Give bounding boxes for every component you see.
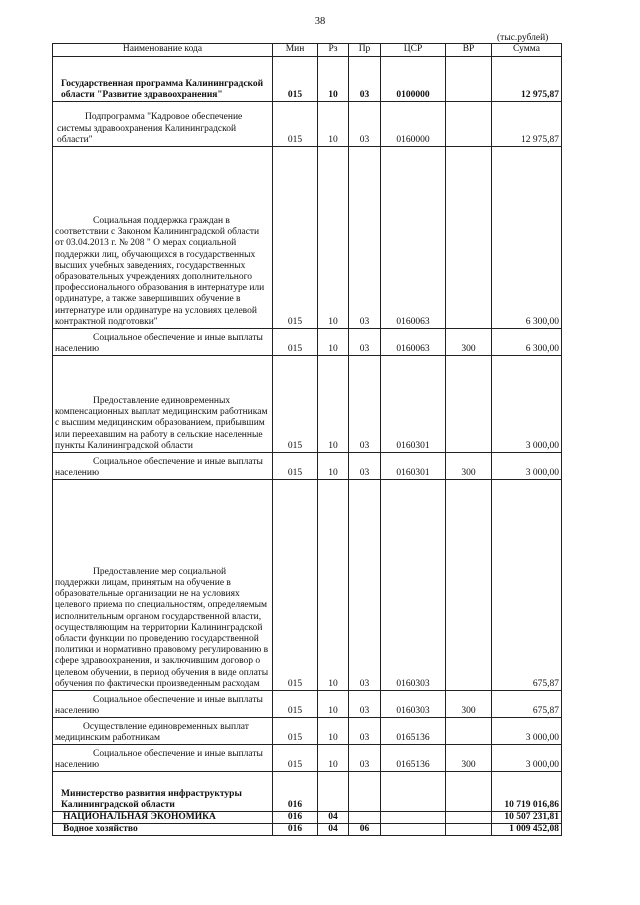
header-row bbox=[53, 44, 562, 57]
row-name: Водное хозяйство bbox=[53, 824, 273, 836]
row-vr bbox=[446, 102, 492, 147]
row-name: Государственная программа Калининградской области "Развитие здравоохранения" bbox=[53, 57, 273, 102]
row-pr bbox=[349, 772, 381, 812]
row-pr: 03 bbox=[349, 147, 381, 329]
row-vr bbox=[446, 718, 492, 745]
row-pr: 03 bbox=[349, 745, 381, 772]
row-csr: 0160063 bbox=[381, 329, 446, 356]
row-sum: 12 975,87 bbox=[492, 57, 562, 102]
row-pr: 03 bbox=[349, 329, 381, 356]
row-csr: 0160303 bbox=[381, 691, 446, 718]
row-min: 015 bbox=[273, 480, 318, 691]
row-vr bbox=[446, 57, 492, 102]
row-rz: 10 bbox=[318, 745, 349, 772]
table-row bbox=[53, 57, 562, 102]
budget-table bbox=[52, 43, 562, 836]
row-vr: 300 bbox=[446, 329, 492, 356]
row-rz: 04 bbox=[318, 824, 349, 836]
row-rz: 10 bbox=[318, 102, 349, 147]
row-min: 015 bbox=[273, 102, 318, 147]
row-rz: 10 bbox=[318, 480, 349, 691]
row-pr bbox=[349, 812, 381, 824]
row-pr: 03 bbox=[349, 480, 381, 691]
row-sum: 3 000,00 bbox=[492, 356, 562, 453]
row-vr: 300 bbox=[446, 453, 492, 480]
table-row bbox=[53, 356, 562, 453]
row-pr: 03 bbox=[349, 57, 381, 102]
row-name: Социальное обеспечение и иные выплаты населению bbox=[53, 691, 273, 718]
page-number: 38 bbox=[314, 16, 326, 27]
row-sum: 10 507 231,81 bbox=[492, 812, 562, 824]
col-header-csr: ЦСР bbox=[381, 44, 446, 57]
row-csr: 0165136 bbox=[381, 718, 446, 745]
row-pr: 06 bbox=[349, 824, 381, 836]
row-csr bbox=[381, 812, 446, 824]
table-row bbox=[53, 147, 562, 329]
row-sum: 3 000,00 bbox=[492, 718, 562, 745]
table-row bbox=[53, 691, 562, 718]
row-sum: 675,87 bbox=[492, 691, 562, 718]
row-min: 015 bbox=[273, 745, 318, 772]
row-name: Осуществление единовременных выплат медицинским работникам bbox=[53, 718, 273, 745]
row-csr bbox=[381, 772, 446, 812]
row-name: Подпрограмма "Кадровое обеспечение системы здравоохранения Калининградской области" bbox=[53, 102, 273, 147]
row-name: Социальное обеспечение и иные выплаты населению bbox=[53, 329, 273, 356]
row-csr: 0100000 bbox=[381, 57, 446, 102]
row-vr bbox=[446, 772, 492, 812]
row-min: 016 bbox=[273, 824, 318, 836]
row-rz: 04 bbox=[318, 812, 349, 824]
row-vr bbox=[446, 480, 492, 691]
row-name: Социальное обеспечение и иные выплаты населению bbox=[53, 745, 273, 772]
row-min: 015 bbox=[273, 329, 318, 356]
row-pr: 03 bbox=[349, 356, 381, 453]
row-sum: 3 000,00 bbox=[492, 453, 562, 480]
row-min: 015 bbox=[273, 691, 318, 718]
row-vr bbox=[446, 147, 492, 329]
table-row bbox=[53, 824, 562, 836]
row-min: 015 bbox=[273, 718, 318, 745]
row-rz bbox=[318, 772, 349, 812]
row-sum: 10 719 016,86 bbox=[492, 772, 562, 812]
table-row bbox=[53, 480, 562, 691]
table-row bbox=[53, 329, 562, 356]
row-pr: 03 bbox=[349, 718, 381, 745]
row-sum: 6 300,00 bbox=[492, 329, 562, 356]
row-vr bbox=[446, 812, 492, 824]
row-csr: 0160303 bbox=[381, 480, 446, 691]
row-min: 016 bbox=[273, 812, 318, 824]
row-sum: 675,87 bbox=[492, 480, 562, 691]
col-header-vr: ВР bbox=[446, 44, 492, 57]
units-label: (тыс.рублей) bbox=[497, 33, 549, 43]
row-csr: 0160063 bbox=[381, 147, 446, 329]
row-pr: 03 bbox=[349, 691, 381, 718]
row-name: Социальное обеспечение и иные выплаты населению bbox=[53, 453, 273, 480]
row-rz: 10 bbox=[318, 453, 349, 480]
row-rz: 10 bbox=[318, 356, 349, 453]
col-header-pr: Пр bbox=[349, 44, 381, 57]
row-rz: 10 bbox=[318, 147, 349, 329]
row-sum: 3 000,00 bbox=[492, 745, 562, 772]
col-header-rz: Рз bbox=[318, 44, 349, 57]
row-name: Предоставление мер социальной поддержки лицам, принятым на обучение в образовательные организации не на условиях целевого приема по специальностям, определяемым исполнительным органом государственной власти, осуществляющим на территории Калининградской области функции по проведению государственной политики и нормативно правовому регулированию в сфере здравоохранения, и заключившим договор о целевом обучении, в период обучения в виде оплаты обучения по фактически произведенным расходам bbox=[53, 480, 273, 691]
table-row bbox=[53, 812, 562, 824]
table-row bbox=[53, 102, 562, 147]
row-csr: 0165136 bbox=[381, 745, 446, 772]
row-name: НАЦИОНАЛЬНАЯ ЭКОНОМИКА bbox=[53, 812, 273, 824]
row-rz: 10 bbox=[318, 329, 349, 356]
row-rz: 10 bbox=[318, 718, 349, 745]
row-min: 015 bbox=[273, 57, 318, 102]
table-row bbox=[53, 453, 562, 480]
row-pr: 03 bbox=[349, 453, 381, 480]
col-header-name: Наименование кода bbox=[53, 44, 273, 57]
row-name: Предоставление единовременных компенсационных выплат медицинским работникам с высшим медицинским образованием, прибывшим или переехавшим на работу в сельские населенные пункты Калининградской области bbox=[53, 356, 273, 453]
table-row bbox=[53, 772, 562, 812]
table-row bbox=[53, 718, 562, 745]
col-header-min: Мин bbox=[273, 44, 318, 57]
row-min: 015 bbox=[273, 147, 318, 329]
row-min: 015 bbox=[273, 356, 318, 453]
row-pr: 03 bbox=[349, 102, 381, 147]
row-min: 016 bbox=[273, 772, 318, 812]
row-sum: 6 300,00 bbox=[492, 147, 562, 329]
row-csr bbox=[381, 824, 446, 836]
row-vr: 300 bbox=[446, 745, 492, 772]
row-vr bbox=[446, 824, 492, 836]
row-name: Социальная поддержка граждан в соответствии с Законом Калининградской области от 03.04.2013 г. № 208 " О мерах социальной поддержки лиц, обучающихся в государственных высших учебных заведениях, государственных образовательных учреждениях дополнительного профессионального образования в интернатуре или ординатуре, а также завершивших обучение в интернатуре или ординатуре на условиях целевой контрактной подготовки" bbox=[53, 147, 273, 329]
row-csr: 0160301 bbox=[381, 453, 446, 480]
row-rz: 10 bbox=[318, 691, 349, 718]
table-row bbox=[53, 745, 562, 772]
row-min: 015 bbox=[273, 453, 318, 480]
row-csr: 0160301 bbox=[381, 356, 446, 453]
row-csr: 0160000 bbox=[381, 102, 446, 147]
row-sum: 1 009 452,08 bbox=[492, 824, 562, 836]
row-name: Министерство развития инфраструктуры Калининградской области bbox=[53, 772, 273, 812]
row-vr: 300 bbox=[446, 691, 492, 718]
col-header-sum: Сумма bbox=[492, 44, 562, 57]
row-vr bbox=[446, 356, 492, 453]
row-rz: 10 bbox=[318, 57, 349, 102]
row-sum: 12 975,87 bbox=[492, 102, 562, 147]
